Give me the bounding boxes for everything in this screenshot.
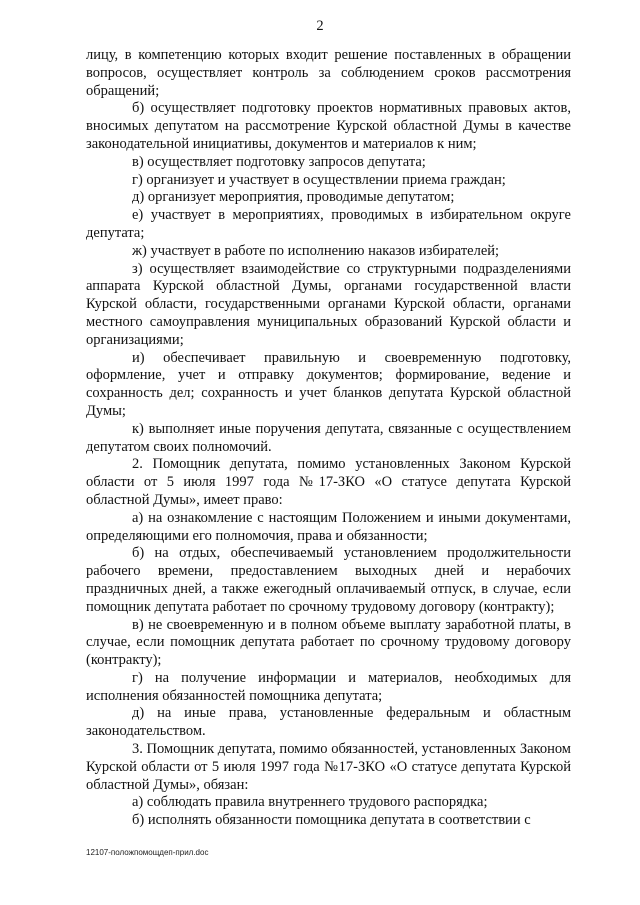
paragraph: к) выполняет иные поручения депутата, связанные с осуществлением депутатом своих полномочий. <box>86 420 571 455</box>
paragraph: з) осуществляет взаимодействие со структурными подразделениями аппарата Курской областной Думы, органами государственной власти Курской области, государственными органами Курской области, органами местного самоуправления муниципальных образований Курской области и организациями; <box>86 260 571 348</box>
paragraph: д) на иные права, установленные федеральным и областным законодательством. <box>86 705 571 740</box>
paragraph: г) на получение информации и материалов, необходимых для исполнения обязанностей помощника депутата; <box>86 669 571 704</box>
paragraph: и) обеспечивает правильную и своевременную подготовку, оформление, учет и отправку документов; формирование, ведение и сохранность дел; сохранность и учет бланков депутата Курской областной Думы; <box>86 349 571 419</box>
paragraph: в) осуществляет подготовку запросов депутата; <box>132 153 426 170</box>
paragraph: в) не своевременную и в полном объеме выплату заработной платы, в случае, если помощник депутата работает по срочному трудовому договору (контракту); <box>86 616 571 669</box>
page-number: 2 <box>316 18 324 34</box>
paragraph: б) осуществляет подготовку проектов нормативных правовых актов, вносимых депутатом на рассмотрение Курской областной Думы в качестве законодательной инициативы, документов и материалов к ним; <box>86 100 571 152</box>
paragraph: г) организует и участвует в осуществлении приема граждан; <box>132 171 506 188</box>
document-body <box>86 47 571 830</box>
paragraph: а) соблюдать правила внутреннего трудового распорядка; <box>132 794 488 811</box>
paragraph: б) на отдых, обеспечиваемый установлением продолжительности рабочего времени, предоставлением выходных дней и нерабочих праздничных дней, а также ежегодный оплачиваемый отпуск, в случае, если помощник депутата работает по срочному трудовому договору (контракту); <box>86 545 571 615</box>
paragraph: 3. Помощник депутата, помимо обязанностей, установленных Законом Курской области от 5 июля 1997 года №17-ЗКО «О статусе депутата Курской областной Думы», обязан: <box>86 741 571 793</box>
file-name-footer: 12107-положпомощдеп-прил.doc <box>86 848 209 857</box>
paragraph: д) организует мероприятия, проводимые депутатом; <box>132 189 455 206</box>
paragraph: ж) участвует в работе по исполнению наказов избирателей; <box>132 242 500 259</box>
paragraph: б) исполнять обязанности помощника депутата в соответствии с <box>132 812 531 829</box>
paragraph: лицу, в компетенцию которых входит решение поставленных в обращении вопросов, осуществляет контроль за соблюдением сроков рассмотрения обращений; <box>86 47 571 99</box>
paragraph: е) участвует в мероприятиях, проводимых в избирательном округе депутата; <box>86 207 571 241</box>
paragraph: а) на ознакомление с настоящим Положением и иными документами, определяющими его полномочия, права и обязанности; <box>86 509 571 544</box>
paragraph: 2. Помощник депутата, помимо установленных Законом Курской области от 5 июля 1997 года №17-ЗКО «О статусе депутата Курской областной Думы», имеет право: <box>86 456 571 508</box>
